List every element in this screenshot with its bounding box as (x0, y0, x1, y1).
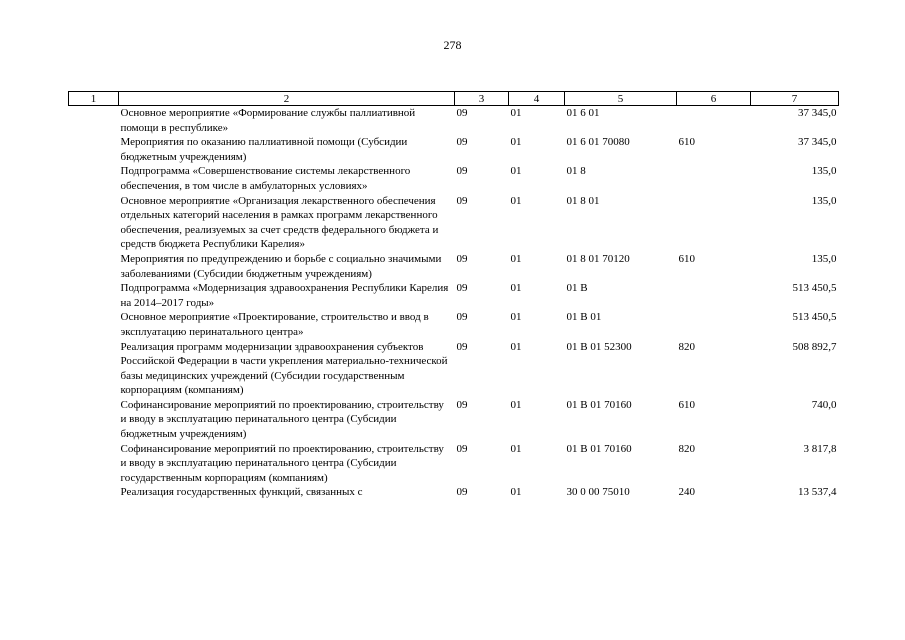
row-col1 (69, 281, 119, 310)
row-name: Мероприятия по оказанию паллиативной помощи (Субсидии бюджетным учреждениям) (120, 136, 408, 163)
row-target-code: 01 6 01 (566, 107, 600, 119)
row-expense-type (677, 194, 751, 252)
row-expense-type: 610 (678, 398, 695, 411)
table-row (69, 398, 839, 442)
row-amount: 37 345,0 (798, 107, 837, 119)
table-row (69, 252, 839, 281)
row-col1 (69, 340, 119, 398)
row-amount: 135,0 (811, 252, 837, 265)
row-code-section: 09 (456, 194, 468, 207)
row-code-subsection: 01 (510, 340, 522, 353)
row-expense-type: 240 (678, 486, 695, 499)
row-col1 (69, 164, 119, 193)
row-name: Подпрограмма «Модернизация здравоохранения Республики Карелия на 2014–2017 годы» (120, 282, 449, 309)
row-target-code: 01 8 (566, 165, 586, 178)
row-col1 (69, 485, 119, 500)
row-code-section: 09 (456, 398, 468, 411)
row-target-code: 01 В 01 70160 (566, 442, 632, 455)
row-col1 (69, 252, 119, 281)
row-code-subsection: 01 (510, 486, 522, 499)
row-amount: 13 537,4 (798, 486, 837, 499)
table-row (69, 485, 839, 500)
row-code-section: 09 (456, 252, 468, 265)
row-code-section: 09 (456, 136, 468, 149)
row-amount: 508 892,7 (792, 340, 837, 353)
row-amount: 135,0 (811, 194, 837, 207)
row-code-subsection: 01 (510, 165, 522, 178)
header-col-1: 1 (69, 92, 119, 106)
row-expense-type: 610 (678, 136, 695, 149)
row-target-code: 01 В (566, 282, 588, 295)
table-row (69, 106, 839, 136)
header-row (69, 92, 839, 106)
row-name: Подпрограмма «Совершенствование системы лекарственного обеспечения, в том числе в амбулаторных условиях» (120, 165, 411, 192)
row-expense-type (677, 310, 751, 339)
row-code-subsection: 01 (510, 252, 522, 265)
row-expense-type: 820 (678, 340, 695, 353)
table-row (69, 164, 839, 193)
header-col-5: 5 (565, 92, 677, 106)
row-code-subsection: 01 (510, 442, 522, 455)
row-col1 (69, 442, 119, 486)
row-target-code: 01 В 01 70160 (566, 398, 632, 411)
row-target-code: 01 В 01 52300 (566, 340, 632, 353)
row-col1 (69, 135, 119, 164)
header-col-6: 6 (677, 92, 751, 106)
row-code-subsection: 01 (510, 311, 522, 324)
row-code-section: 09 (456, 107, 468, 119)
row-code-section: 09 (456, 282, 468, 295)
row-amount: 513 450,5 (792, 311, 837, 324)
budget-table (68, 91, 839, 500)
row-code-section: 09 (456, 311, 468, 324)
row-target-code: 01 В 01 (566, 311, 602, 324)
row-code-section: 09 (456, 486, 468, 499)
row-name: Реализация государственных функций, связанных с (120, 486, 363, 499)
table-row (69, 340, 839, 398)
table-row (69, 310, 839, 339)
table-row (69, 194, 839, 252)
row-expense-type: 610 (678, 252, 695, 265)
row-col1 (69, 106, 119, 136)
row-code-section: 09 (456, 340, 468, 353)
row-target-code: 01 6 01 70080 (566, 136, 630, 149)
row-name: Софинансирование мероприятий по проектированию, строительству и вводу в эксплуатацию перинатального центра (Субсидии государственным корпорациям (компаниям) (120, 442, 444, 484)
row-target-code: 01 8 01 (566, 194, 600, 207)
row-code-section: 09 (456, 165, 468, 178)
row-name: Основное мероприятие «Проектирование, строительство и ввод в эксплуатацию перинатального центра» (120, 311, 429, 338)
row-code-subsection: 01 (510, 282, 522, 295)
row-name: Мероприятия по предупреждению и борьбе с социально значимыми заболеваниями (Субсидии бюджетным учреждениям) (120, 252, 442, 280)
row-amount: 513 450,5 (792, 282, 837, 295)
row-name: Основное мероприятие «Организация лекарственного обеспечения отдельных категорий населения в рамках программ лекарственного обеспечения, реализуемых за счет средств федерального бюджета и средств бюджета Республики Карелия» (120, 194, 439, 251)
row-amount: 37 345,0 (798, 136, 837, 149)
table-row (69, 135, 839, 164)
row-name: Основное мероприятие «Формирование службы паллиативной помощи в республике» (120, 107, 416, 134)
row-code-subsection: 01 (510, 398, 522, 411)
table-row (69, 281, 839, 310)
row-amount: 3 817,8 (803, 442, 837, 455)
row-code-section: 09 (456, 442, 468, 455)
row-target-code: 30 0 00 75010 (566, 486, 630, 499)
header-col-2: 2 (119, 92, 455, 106)
row-expense-type: 820 (678, 442, 695, 455)
header-col-4: 4 (509, 92, 565, 106)
page-number: 278 (443, 38, 462, 52)
header-col-7: 7 (751, 92, 839, 106)
row-name: Софинансирование мероприятий по проектированию, строительству и вводу в эксплуатацию перинатального центра (Субсидии бюджетным учреждениям) (120, 398, 444, 441)
row-expense-type (677, 106, 751, 136)
row-col1 (69, 310, 119, 339)
row-code-subsection: 01 (510, 107, 522, 119)
row-col1 (69, 194, 119, 252)
row-target-code: 01 8 01 70120 (566, 252, 630, 265)
row-col1 (69, 398, 119, 442)
row-code-subsection: 01 (510, 194, 522, 207)
header-col-3: 3 (455, 92, 509, 106)
table-row (69, 442, 839, 486)
row-expense-type (677, 281, 751, 310)
row-name: Реализация программ модернизации здравоохранения субъектов Российской Федерации в части укрепления материально-технической базы медицинских учреждений (Субсидии государственным корпорациям (компаниям) (120, 340, 448, 397)
row-code-subsection: 01 (510, 136, 522, 149)
row-amount: 135,0 (811, 165, 837, 178)
row-expense-type (677, 164, 751, 193)
row-amount: 740,0 (811, 398, 837, 411)
